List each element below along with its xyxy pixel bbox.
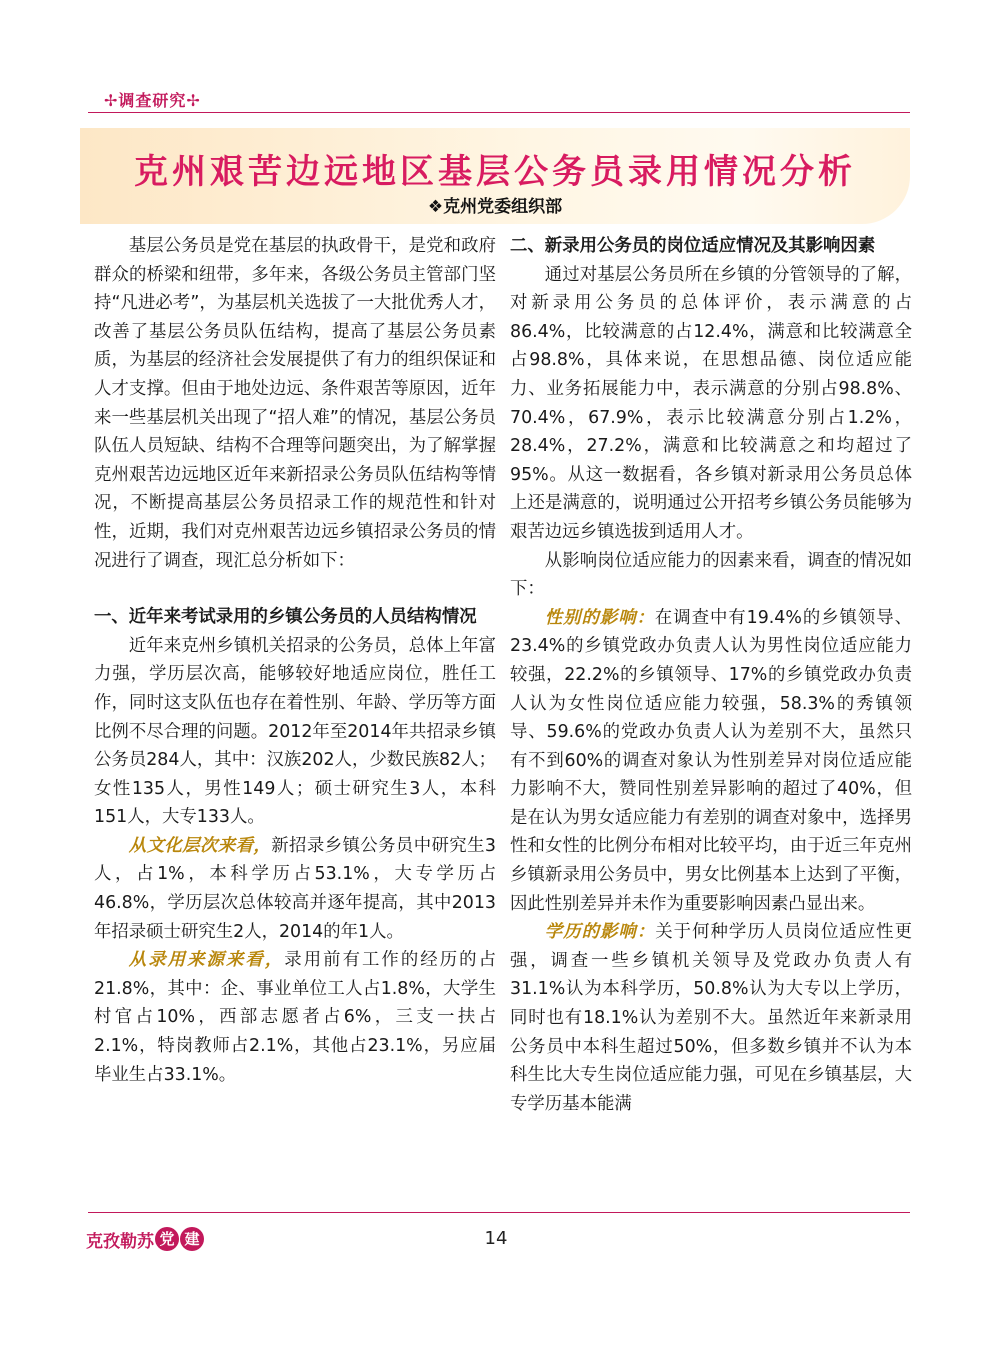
paragraph bbox=[510, 918, 912, 1118]
paragraph bbox=[510, 604, 912, 919]
left-column bbox=[94, 232, 496, 1089]
right-column bbox=[510, 232, 912, 1118]
brand-badge: 建 bbox=[180, 1227, 204, 1251]
paragraph bbox=[94, 946, 496, 1089]
paragraph-body: 录用前有工作的经历的占21.8%，其中：企、事业单位工人占1.8%，大学生村官占10%，西部志愿者占6%，三支一扶占2.1%，特岗教师占2.1%，其他占23.1%，另应届毕业生占33.1%。 bbox=[94, 950, 496, 1085]
article-title: 克州艰苦边远地区基层公务员录用情况分析 bbox=[134, 152, 856, 192]
footer-divider bbox=[88, 1212, 910, 1213]
section-heading-2: 二、新录用公务员的岗位适应情况及其影响因素 bbox=[510, 236, 876, 256]
section-tag: ✢调查研究✢ bbox=[104, 91, 201, 110]
paragraph-lead: 学历的影响： bbox=[544, 922, 656, 943]
page-number: 14 bbox=[484, 1228, 508, 1249]
paragraph-lead: 性别的影响： bbox=[544, 607, 655, 628]
paragraph-body: 新招录乡镇公务员中研究生3人，占1%，本科学历占53.1%，大专学历占46.8%，学历层次总体较高并逐年提高，其中2013年招录硕士研究生2人，2014的年1人。 bbox=[94, 835, 496, 942]
brand-text: 克孜勒苏 bbox=[86, 1231, 154, 1252]
paragraph: 通过对基层公务员所在乡镇的分管领导的了解，对新录用公务员的总体评价，表示满意的占86.4%，比较满意的占12.4%，满意和比较满意全占98.8%，具体来说，在思想品德、岗位适应能力、业务拓展能力中，表示满意的分别占98.8%、70.4%，67.9%，表示比较满意分别占1.2%，28.4%，27.2%，满意和比较满意之和均超过了95%。从这一数据看，各乡镇对新录用公务员总体上还是满意的，说明通过公开招考乡镇公务员能够为艰苦边远乡镇选拔到适用人才。 bbox=[510, 264, 912, 542]
paragraph bbox=[94, 832, 496, 946]
article-author: ❖克州党委组织部 bbox=[427, 197, 563, 217]
brand-badge: 党 bbox=[155, 1227, 179, 1251]
paragraph: 从影响岗位适应能力的因素来看，调查的情况如下： bbox=[510, 550, 912, 600]
paragraph: 近年来克州乡镇机关招录的公务员，总体上年富力强，学历层次高，能够较好地适应岗位，胜任工作，同时这支队伍也存在着性别、年龄、学历等方面比例不尽合理的问题。2012年至2014年共招录乡镇公务员284人，其中：汉族202人，少数民族82人；女性135人，男性149人；硕士研究生3人，本科151人，大专133人。 bbox=[94, 635, 496, 828]
paragraph-body: 在调查中有19.4%的乡镇领导、23.4%的乡镇党政办负责人认为男性岗位适应能力较强，22.2%的乡镇领导、17%的乡镇党政办负责人认为女性岗位适应能力较强，58.3%的秀镇领导、59.6%的党政办负责人认为差别不大，虽然只有不到60%的调查对象认为性别差异对岗位适应能力影响不大，赞同性别差异影响的超过了40%，但是在认为男女适应能力有差别的调查对象中，选择男性和女性的比例分布相对比较平均，由于近三年克州乡镇新录用公务员中，男女比例基本上达到了平衡，因此性别差异并未作为重要影响因素凸显出来。 bbox=[510, 607, 912, 914]
paragraph-lead: 从录用来源来看， bbox=[128, 950, 285, 971]
paragraph-lead: 从文化层次来看， bbox=[128, 835, 272, 856]
intro-paragraph: 基层公务员是党在基层的执政骨干，是党和政府群众的桥梁和纽带，多年来，各级公务员主管部门坚持“凡进必考”，为基层机关选拔了一大批优秀人才，改善了基层公务员队伍结构，提高了基层公务员素质，为基层的经济社会发展提供了有力的组织保证和人才支撑。但由于地处边远、条件艰苦等原因，近年来一些基层机关出现了“招人难”的情况，基层公务员队伍人员短缺、结构不合理等问题突出，为了解掌握克州艰苦边远地区近年来新招录公务员队伍结构等情况，不断提高基层公务员招录工作的规范性和针对性，近期，我们对克州艰苦边远乡镇招录公务员的情况进行了调查，现汇总分析如下： bbox=[94, 236, 496, 571]
header-divider bbox=[88, 112, 910, 113]
section-heading-1: 一、近年来考试录用的乡镇公务员的人员结构情况 bbox=[94, 607, 477, 628]
paragraph-body: 关于何种学历人员岗位适应性更强，调查一些乡镇机关领导及党政办负责人有31.1%认为本科学历，50.8%认为大专以上学历，同时也有18.1%认为差别不大。虽然近年来新录用公务员中本科生超过50%，但多数乡镇并不认为本科生比大专生岗位适应能力强，可见在乡镇基层，大专学历基本能满 bbox=[510, 922, 912, 1114]
footer-brand-logo bbox=[86, 1224, 204, 1254]
